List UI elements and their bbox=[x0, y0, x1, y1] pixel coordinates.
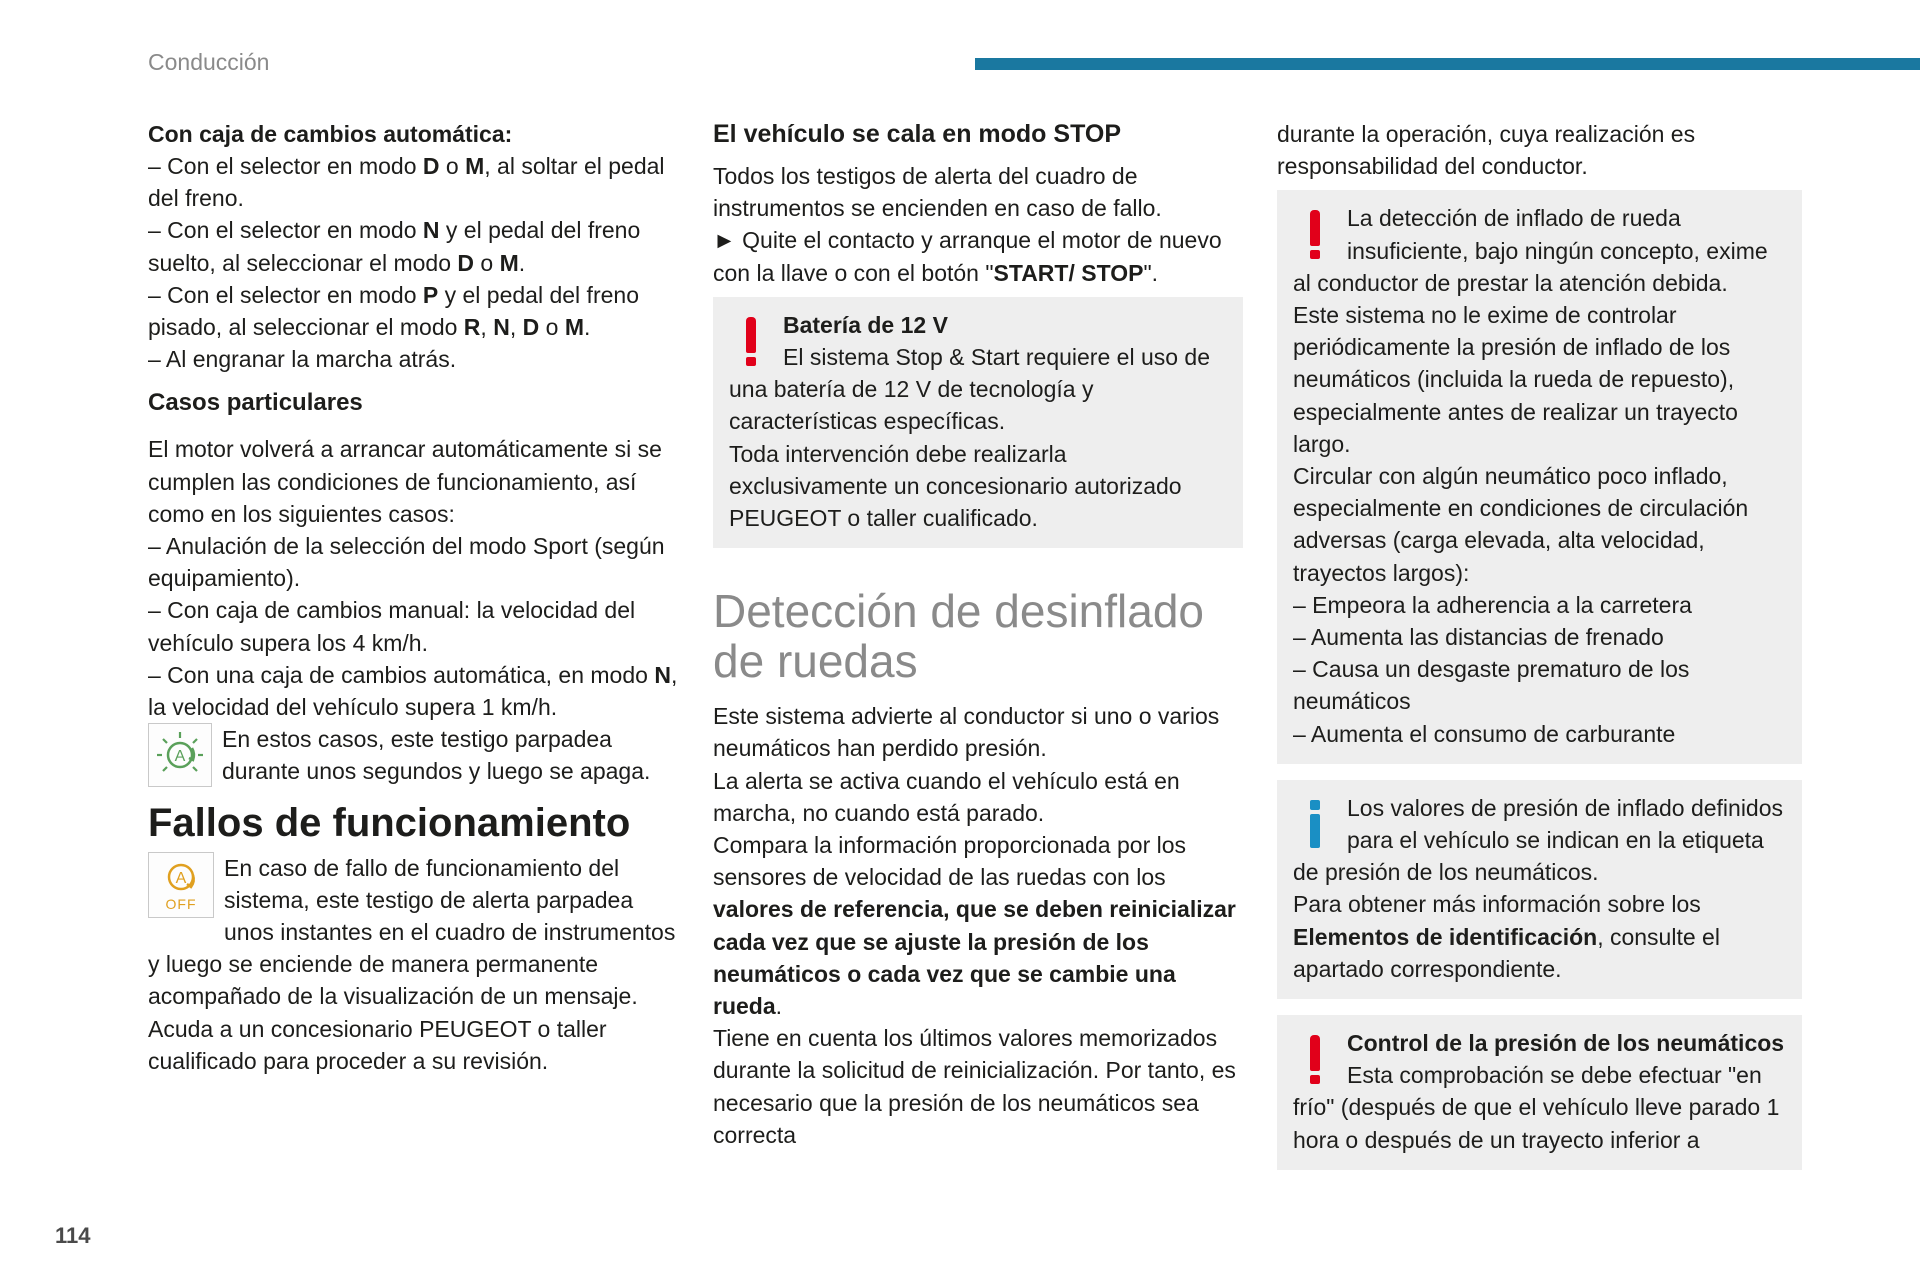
faults-note bbox=[148, 852, 688, 1077]
detection-p4: Tiene en cuenta los últimos valores memorizados durante la solicitud de reinicialización. Por tanto, es necesario que la presión de los neumáticos sea correcta bbox=[713, 1025, 1236, 1148]
stall-text: Todos los testigos de alerta del cuadro de instrumentos se encienden en caso de fallo. bbox=[713, 163, 1162, 222]
stall-heading: El vehículo se cala en modo STOP bbox=[713, 120, 1122, 148]
battery-warning-box bbox=[713, 297, 1243, 548]
auto-item-4: – Al engranar la marcha atrás. bbox=[148, 346, 457, 373]
warn1-p2: Este sistema no le exime de controlar periódicamente la presión de inflado de los neumáticos (incluida la rueda de repuesto), especialmente antes de realizar un trayecto largo. bbox=[1293, 302, 1738, 457]
battery-title: Batería de 12 V bbox=[783, 311, 948, 338]
automatic-heading: Con caja de cambios automática: bbox=[148, 121, 513, 147]
page-number: 114 bbox=[55, 1223, 91, 1248]
column-1 bbox=[148, 118, 688, 1077]
faults-text: En caso de fallo de funcionamiento del sistema, este testigo de alerta parpadea unos instantes en el cuadro de instrumentos y luego se enciende de manera permanente acompañado de la visualización de un mensaje. Acuda a un concesionario PEUGEOT o taller cualificado para proceder a su revisión. bbox=[148, 854, 676, 1074]
pressure-control-box bbox=[1277, 1015, 1802, 1170]
column-2 bbox=[713, 118, 1243, 1151]
icon-off-label: OFF bbox=[165, 895, 197, 912]
particular-heading: Casos particulares bbox=[148, 389, 363, 417]
auto-item-2: – Con el selector en modo N y el pedal del freno suelto, al seleccionar el modo D o M. bbox=[148, 217, 641, 276]
particular-item-2: – Con caja de cambios manual: la velocidad del vehículo supera los 4 km/h. bbox=[148, 597, 636, 656]
stall-action: ► Quite el contacto y arranque el motor de nuevo con la llave o con el botón "START/ STOP". bbox=[713, 227, 1222, 286]
warning-exclamation-icon bbox=[1297, 204, 1333, 262]
blink-text: En estos casos, este testigo parpadea durante unos segundos y luego se apaga. bbox=[222, 726, 651, 785]
icon-off-a-letter: A bbox=[175, 869, 187, 887]
battery-text-2: Toda intervención debe realizarla exclusivamente un concesionario autorizado PEUGEOT o taller cualificado. bbox=[729, 440, 1182, 532]
warn2-text: Esta comprobación se debe efectuar "en frío" (después de que el vehículo lleve parado 1 hora o después de un trayecto inferior a bbox=[1293, 1062, 1780, 1153]
warning-exclamation-icon bbox=[733, 311, 769, 369]
battery-text: El sistema Stop & Start requiere el uso de una batería de 12 V de tecnología y características específicas. bbox=[729, 344, 1210, 435]
detection-heading: Detección de desinflado de ruedas bbox=[713, 585, 1204, 688]
warn1-item: – Aumenta las distancias de frenado bbox=[1293, 624, 1664, 651]
section-accent-bar bbox=[975, 58, 1920, 70]
warn1-item: – Empeora la adherencia a la carretera bbox=[1293, 591, 1692, 618]
detection-p1: Este sistema advierte al conductor si uno o varios neumáticos han perdido presión. bbox=[713, 703, 1220, 762]
stop-start-off-icon bbox=[148, 852, 214, 918]
warn2-title: Control de la presión de los neumáticos bbox=[1347, 1030, 1785, 1057]
auto-item-1: – Con el selector en modo D o M, al soltar el pedal del freno. bbox=[148, 153, 665, 212]
continuation-text: durante la operación, cuya realización es responsabilidad del conductor. bbox=[1277, 121, 1696, 180]
auto-item-3: – Con el selector en modo P y el pedal del freno pisado, al seleccionar el modo R, N, D o M. bbox=[148, 281, 639, 341]
stop-start-blink-icon bbox=[148, 723, 212, 787]
blink-note bbox=[148, 723, 688, 787]
info-icon bbox=[1297, 794, 1333, 852]
warn1-p3: Circular con algún neumático poco inflado, especialmente en condiciones de circulación adversas (carga elevada, alta velocidad, trayectos largos): bbox=[1293, 463, 1749, 586]
info-box bbox=[1277, 780, 1802, 999]
detection-p2: La alerta se activa cuando el vehículo está en marcha, no cuando está parado. bbox=[713, 767, 1180, 826]
particular-item-3: – Con una caja de cambios automática, en modo N, la velocidad del vehículo supera 1 km/h. bbox=[148, 661, 678, 721]
section-title: Conducción bbox=[148, 49, 270, 75]
particular-intro: El motor volverá a arrancar automáticamente si se cumplen las condiciones de funcionamiento, así como en los siguientes casos: bbox=[148, 436, 662, 527]
warn1-p1: La detección de inflado de rueda insuficiente, bajo ningún concepto, exime al conductor de prestar la atención debida. bbox=[1293, 205, 1768, 296]
warn1-item: – Causa un desgaste prematuro de los neumáticos bbox=[1293, 656, 1690, 715]
detection-p3: Compara la información proporcionada por los sensores de velocidad de las ruedas con los valores de referencia, que se deben reinicializar cada vez que se ajuste la presión de los neumáticos o cada vez que se cambie una rueda. bbox=[713, 832, 1236, 1020]
icon-a-letter: A bbox=[174, 748, 186, 766]
warn1-item: – Aumenta el consumo de carburante bbox=[1293, 720, 1676, 747]
info-p1: Los valores de presión de inflado definidos para el vehículo se indican en la etiqueta de presión de los neumáticos. bbox=[1293, 794, 1784, 886]
warning-exclamation-icon bbox=[1297, 1029, 1333, 1087]
faults-heading: Fallos de funcionamiento bbox=[148, 800, 631, 845]
tyre-warning-box bbox=[1277, 190, 1802, 763]
column-3 bbox=[1277, 118, 1802, 1170]
info-p2: Para obtener más información sobre los Elementos de identificación, consulte el apartado correspondiente. bbox=[1293, 891, 1720, 982]
particular-item-1: – Anulación de la selección del modo Sport (según equipamiento). bbox=[148, 533, 665, 592]
